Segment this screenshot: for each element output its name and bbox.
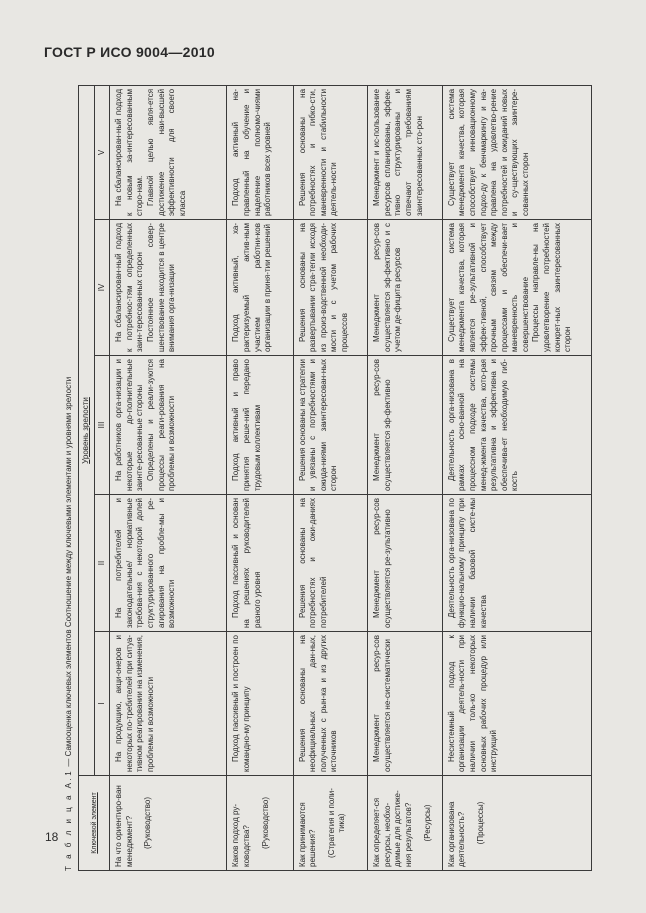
maturity-cell-level-3 [442, 356, 591, 495]
key-element-question: Как принимаются решения? [297, 802, 318, 867]
maturity-cell-level-1 [227, 632, 293, 776]
cell-paragraph: На работников орга-низации и некоторые до-полнительные заинте-ресованные стороны [114, 359, 145, 491]
maturity-cell-level-2 [293, 495, 368, 632]
table-row [110, 85, 227, 870]
maturity-cell-level-3 [227, 356, 293, 495]
key-element-cell [293, 776, 368, 871]
maturity-cell-level-2 [110, 495, 227, 632]
table-caption-text: — Самооценка ключевых элементов Соотношение между ключевыми элементами и уровнями зрелости [64, 376, 73, 769]
key-element-question: Каков подход ру-ководства? [231, 804, 252, 867]
maturity-cell-level-2 [227, 495, 293, 632]
cell-paragraph: На потребителей и законодательные/ нормативные требова-ния с некоторой долей структурированного ре-агирования на пробле-мы и возможности [114, 498, 177, 628]
cell-paragraph: Решения основаны на стратегии и увязаны с потребностями и ожида-ниями заинтересован-ных сторон [297, 359, 339, 491]
table-body [110, 85, 592, 870]
cell-paragraph: Деятельность орга-низована в рамках осно-ванной на процессном подходе системы менед-жмента качества, кото-рая результативна и эффективна и обеспечива-ет необходимую гиб-кость [446, 359, 520, 491]
maturity-cell-level-1 [293, 632, 368, 776]
cell-paragraph: Подход активный на-правленный на обучение и наделение полномо-чиями работников всех уровней [231, 88, 273, 216]
cell-paragraph: На сбалансирован-ный подход к новым за-интересованным сторо-нам. [114, 88, 145, 216]
maturity-cell-level-3 [110, 356, 227, 495]
key-element-question: Как организована деятельность? [446, 801, 467, 867]
cell-paragraph: Деятельность орга-низована по функцио-нальному принципу при наличии базовой систе-мы качества [446, 498, 488, 628]
cell-paragraph: Существует система менеджмента качества, которая способствует инновационному подхо-ду к бенчмаркингу и на-правлена на удовлетво-рение потребностей и ожиданий новых и су-ществующих заинтере-сованных сторон [446, 88, 530, 216]
maturity-cell-level-4 [368, 220, 443, 356]
cell-paragraph: Менеджмент и ис-пользование ресурсов спланированы, эффек-тивно структурированы и отвечают требованиям заинтересованных сто-рон [372, 88, 424, 216]
maturity-cell-level-4 [442, 220, 591, 356]
level-header-4: IV [94, 220, 110, 356]
maturity-cell-level-5 [110, 85, 227, 219]
cell-paragraph: Решения основаны на неофициальных дан-ных, полученных с рын-ка и из других источников [297, 635, 339, 772]
maturity-cell-level-4 [293, 220, 368, 356]
maturity-cell-level-1 [368, 632, 443, 776]
table-row [442, 85, 591, 870]
cell-paragraph: Процессы направле-ны на удовлетворение потребностей конкрет-ных заинтересованных сторон [531, 223, 573, 352]
key-element-subject: (Руководство) [143, 796, 153, 850]
key-element-cell [368, 776, 443, 871]
maturity-cell-level-5 [442, 85, 591, 219]
key-element-cell [110, 776, 227, 871]
cell-paragraph: Менеджмент ресур-сов осуществляется эф-фективно и с учетом де-фицита ресурсов [372, 223, 403, 352]
table-row [293, 85, 368, 870]
cell-paragraph: Существует система менеджмента качества, которая является ре-зультативной и эффек-тивной, способствует прочным связям между процессами и обеспечи-вает маневренность и совершенствование [446, 223, 530, 352]
cell-paragraph: Менеджмент ресур-сов осуществляется ре-зультативно [372, 498, 392, 628]
cell-paragraph: Решения основаны на развертывании стра-тегии исходя из произ-водственной необходи-мости и с учетом рабочих процессов [297, 223, 349, 352]
table-row [227, 85, 293, 870]
maturity-cell-level-3 [368, 356, 443, 495]
cell-paragraph: Постоянное совер-шенствование находится в центре внимания орга-низации [145, 223, 177, 352]
maturity-table [78, 85, 592, 871]
maturity-cell-level-5 [293, 85, 368, 219]
maturity-cell-level-5 [368, 85, 443, 219]
cell-paragraph: На продукцию, акци-онеров и некоторых по-требителей при ситуа-тивном реагировании на изменения, проблемы и возможности [114, 635, 155, 772]
cell-paragraph: Несистемный подход к организации деятель-ности при наличии толь-ко некоторых основных рабочих процедур или инструкций [446, 635, 499, 772]
cell-paragraph: Менеджмент ресур-сов осуществляется эф-фективно [372, 359, 392, 491]
cell-paragraph: Решения основаны на потребностях и гибко-сти, маневренности и стабильности деятель-ности [297, 88, 339, 216]
rotated-table-block [60, 86, 592, 871]
document-header-title: ГОСТ Р ИСО 9004—2010 [44, 44, 215, 60]
cell-paragraph: Подход активный, ха-рактеризуемый актив-ным участием работни-ков организации в приня-тии решений [231, 223, 273, 352]
table-caption-label: Т а б л и ц а А.1 [64, 768, 73, 871]
key-element-question: Как определяет-ся ресурсы, необхо-димые для достиже-ния результатов? [372, 790, 413, 867]
cell-paragraph: Подход активный и право принятия реше-ний передано трудовым коллективам [231, 359, 262, 491]
key-element-subject: (Стратегия и поли-тика) [326, 788, 347, 858]
maturity-cell-level-1 [442, 632, 591, 776]
key-element-subject: (Руководство) [260, 796, 270, 850]
cell-paragraph: Подход пассивный и построен по командно-му принципу [231, 635, 252, 772]
table-row [368, 85, 443, 870]
cell-paragraph: Менеджмент ресур-сов осуществляется не-систематически [372, 635, 392, 772]
cell-paragraph: На сбалансирован-ный подход к потребнос-тям определенных заин-тересованных сторон [114, 223, 145, 352]
cell-paragraph: Определены и реали-зуются процессы реаги-рования на проблемы и возможности [145, 359, 177, 491]
key-element-cell [227, 776, 293, 871]
maturity-cell-level-3 [293, 356, 368, 495]
maturity-cell-level-4 [227, 220, 293, 356]
key-element-question: На что ориентиро-ван менеджмент? [114, 785, 134, 867]
cell-paragraph: Главной целью явля-ется достижение наи-высшей эффективности для своего класса [145, 88, 187, 216]
level-header-1: I [94, 632, 110, 776]
maturity-cell-level-2 [442, 495, 591, 632]
level-header-2: II [94, 495, 110, 632]
maturity-cell-level-5 [227, 85, 293, 219]
cell-paragraph: Подход пассивный и основан на решениях руководителей разного уровня [231, 498, 262, 628]
maturity-cell-level-1 [110, 632, 227, 776]
maturity-cell-level-4 [110, 220, 227, 356]
table-header [79, 85, 110, 870]
maturity-level-header: Уровень зрелости [79, 85, 95, 775]
cell-paragraph: Решения основаны на потребностях и ожи-даниях потребителей [297, 498, 328, 628]
level-header-5: V [94, 85, 110, 219]
maturity-cell-level-2 [368, 495, 443, 632]
key-element-subject: (Процессы) [475, 801, 485, 845]
key-element-header: Ключевой элемент [79, 776, 110, 871]
level-header-3: III [94, 356, 110, 495]
key-element-subject: (Ресурсы) [422, 804, 432, 842]
key-element-cell [442, 776, 591, 871]
page-number: 18 [45, 830, 59, 844]
table-caption [60, 86, 78, 871]
